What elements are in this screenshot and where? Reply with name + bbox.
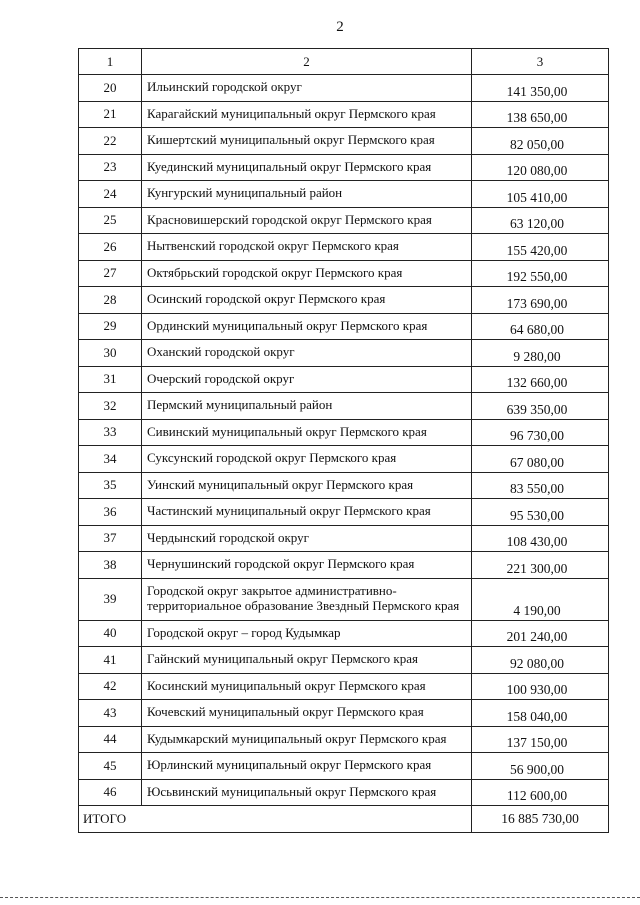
allocation-amount: 112 600,00	[472, 779, 609, 806]
municipality-name: Красновишерский городской округ Пермского края	[142, 207, 472, 234]
table-row	[79, 578, 609, 620]
allocation-amount: 132 660,00	[472, 366, 609, 393]
municipality-name: Юрлинский муниципальный округ Пермского края	[142, 753, 472, 780]
table-row	[79, 753, 609, 780]
allocation-amount: 201 240,00	[472, 620, 609, 647]
municipality-name: Карагайский муниципальный округ Пермского края	[142, 101, 472, 128]
municipality-name: Очерский городской округ	[142, 366, 472, 393]
table-row	[79, 181, 609, 208]
allocation-amount: 155 420,00	[472, 234, 609, 261]
page-number: 2	[336, 19, 344, 35]
allocation-amount: 108 430,00	[472, 525, 609, 552]
row-number: 42	[79, 673, 142, 700]
row-number: 41	[79, 647, 142, 674]
municipality-name: Кишертский муниципальный округ Пермского края	[142, 128, 472, 155]
table-row	[79, 525, 609, 552]
allocation-amount: 173 690,00	[472, 287, 609, 314]
allocation-amount: 138 650,00	[472, 101, 609, 128]
column-header-name: 2	[142, 49, 472, 75]
table-row	[79, 366, 609, 393]
allocation-amount: 158 040,00	[472, 700, 609, 727]
table-row	[79, 552, 609, 579]
municipality-name: Частинский муниципальный округ Пермского края	[142, 499, 472, 526]
table-row	[79, 673, 609, 700]
row-number: 30	[79, 340, 142, 367]
row-number: 21	[79, 101, 142, 128]
allocation-amount: 639 350,00	[472, 393, 609, 420]
municipality-name: Чернушинский городской округ Пермского края	[142, 552, 472, 579]
allocation-amount: 67 080,00	[472, 446, 609, 473]
table-row	[79, 419, 609, 446]
row-number: 39	[79, 578, 142, 620]
allocation-amount: 192 550,00	[472, 260, 609, 287]
row-number: 22	[79, 128, 142, 155]
allocation-amount: 96 730,00	[472, 419, 609, 446]
table-row	[79, 260, 609, 287]
allocation-table	[78, 48, 609, 833]
table-row	[79, 726, 609, 753]
table-row	[79, 154, 609, 181]
municipality-name: Сивинский муниципальный округ Пермского края	[142, 419, 472, 446]
municipality-name: Ильинский городской округ	[142, 75, 472, 102]
allocation-amount: 137 150,00	[472, 726, 609, 753]
table-row	[79, 647, 609, 674]
allocation-amount: 83 550,00	[472, 472, 609, 499]
table-row	[79, 207, 609, 234]
municipality-name: Куединский муниципальный округ Пермского края	[142, 154, 472, 181]
municipality-name: Городской округ закрытое административно-территориальное образование Звездный Пермского края	[142, 578, 472, 620]
allocation-amount: 141 350,00	[472, 75, 609, 102]
municipality-name: Пермский муниципальный район	[142, 393, 472, 420]
municipality-name: Уинский муниципальный округ Пермского края	[142, 472, 472, 499]
row-number: 26	[79, 234, 142, 261]
municipality-name: Чердынский городской округ	[142, 525, 472, 552]
municipality-name: Гайнский муниципальный округ Пермского края	[142, 647, 472, 674]
municipality-name: Кунгурский муниципальный район	[142, 181, 472, 208]
municipality-name: Кочевский муниципальный округ Пермского края	[142, 700, 472, 727]
row-number: 44	[79, 726, 142, 753]
row-number: 34	[79, 446, 142, 473]
municipality-name: Кудымкарский муниципальный округ Пермского края	[142, 726, 472, 753]
table-row	[79, 620, 609, 647]
table-row	[79, 75, 609, 102]
allocation-amount: 221 300,00	[472, 552, 609, 579]
municipality-name: Нытвенский городской округ Пермского края	[142, 234, 472, 261]
allocation-amount: 9 280,00	[472, 340, 609, 367]
row-number: 32	[79, 393, 142, 420]
table-row	[79, 313, 609, 340]
row-number: 46	[79, 779, 142, 806]
allocation-amount: 92 080,00	[472, 647, 609, 674]
allocation-amount: 105 410,00	[472, 181, 609, 208]
row-number: 45	[79, 753, 142, 780]
table-row	[79, 128, 609, 155]
column-header-amount: 3	[472, 49, 609, 75]
municipality-name: Октябрьский городской округ Пермского края	[142, 260, 472, 287]
row-number: 28	[79, 287, 142, 314]
municipality-name: Юсьвинский муниципальный округ Пермского края	[142, 779, 472, 806]
table-row	[79, 287, 609, 314]
allocation-amount: 64 680,00	[472, 313, 609, 340]
row-number: 43	[79, 700, 142, 727]
row-number: 35	[79, 472, 142, 499]
allocation-amount: 63 120,00	[472, 207, 609, 234]
column-header-number: 1	[79, 49, 142, 75]
municipality-name: Ординский муниципальный округ Пермского края	[142, 313, 472, 340]
municipality-name: Осинский городской округ Пермского края	[142, 287, 472, 314]
table-row	[79, 472, 609, 499]
row-number: 20	[79, 75, 142, 102]
row-number: 23	[79, 154, 142, 181]
table-row	[79, 446, 609, 473]
municipality-name: Суксунский городской округ Пермского края	[142, 446, 472, 473]
row-number: 29	[79, 313, 142, 340]
row-number: 25	[79, 207, 142, 234]
table-body	[79, 49, 609, 833]
table-row	[79, 234, 609, 261]
total-row	[79, 806, 609, 833]
table-row	[79, 779, 609, 806]
row-number: 31	[79, 366, 142, 393]
table-header-row	[79, 49, 609, 75]
scan-edge-divider	[0, 897, 640, 898]
table-row	[79, 393, 609, 420]
row-number: 37	[79, 525, 142, 552]
row-number: 40	[79, 620, 142, 647]
table-row	[79, 700, 609, 727]
allocation-amount: 56 900,00	[472, 753, 609, 780]
total-label: ИТОГО	[79, 806, 472, 833]
row-number: 38	[79, 552, 142, 579]
row-number: 27	[79, 260, 142, 287]
allocation-amount: 120 080,00	[472, 154, 609, 181]
municipality-name: Городской округ – город Кудымкар	[142, 620, 472, 647]
row-number: 24	[79, 181, 142, 208]
municipality-name: Оханский городской округ	[142, 340, 472, 367]
allocation-amount: 100 930,00	[472, 673, 609, 700]
table-row	[79, 101, 609, 128]
allocation-amount: 95 530,00	[472, 499, 609, 526]
row-number: 33	[79, 419, 142, 446]
municipality-name: Косинский муниципальный округ Пермского края	[142, 673, 472, 700]
table-row	[79, 340, 609, 367]
row-number: 36	[79, 499, 142, 526]
allocation-amount: 4 190,00	[472, 578, 609, 620]
total-amount: 16 885 730,00	[472, 806, 609, 833]
table-row	[79, 499, 609, 526]
allocation-amount: 82 050,00	[472, 128, 609, 155]
